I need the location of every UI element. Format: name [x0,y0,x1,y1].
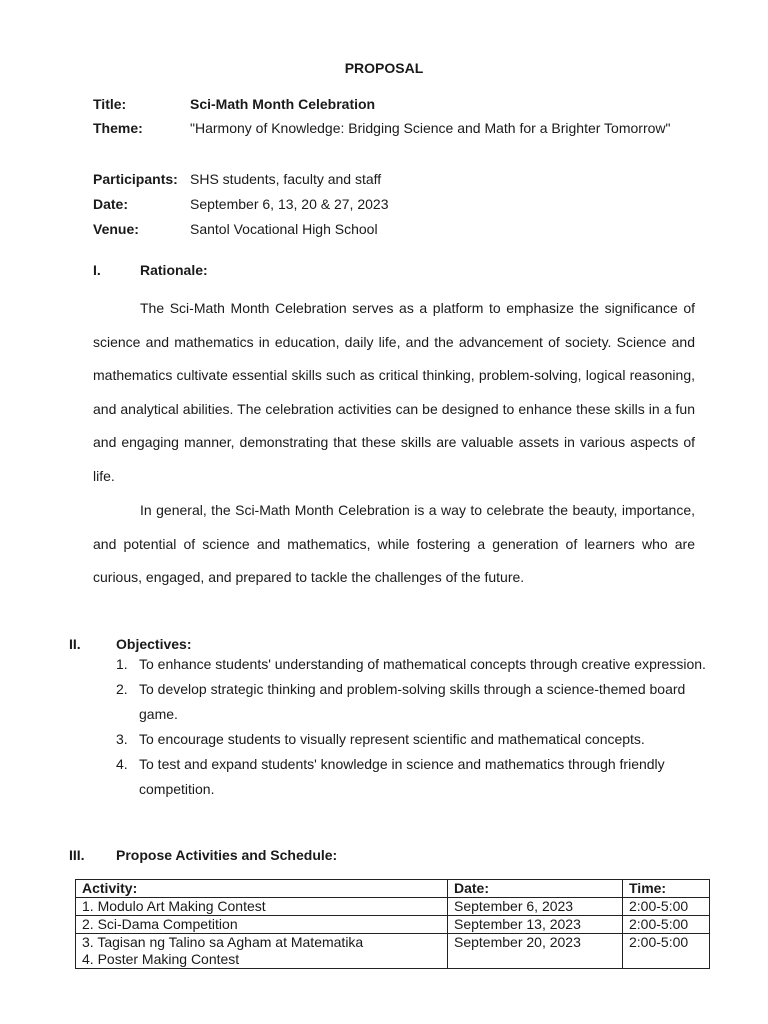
time-cell [623,934,710,969]
table-row [76,898,710,916]
activity-cell: 1. Modulo Art Making Contest [76,898,448,916]
objective-text: To enhance students' understanding of mathematical concepts through creative expression. [139,656,706,672]
title-value: Sci-Math Month Celebration [190,96,376,112]
objectives-list [116,652,716,802]
objective-number: 1. [116,656,128,672]
date-value: September 6, 13, 20 & 27, 2023 [190,196,389,212]
date-line: September 20, 2023 [454,934,581,950]
date-cell: September 13, 2023 [448,916,623,934]
activity-cell [76,934,448,969]
objective-text: To encourage students to visually represent scientific and mathematical concepts. [139,731,645,747]
activity-cell: 2. Sci-Dama Competition [76,916,448,934]
venue-value: Santol Vocational High School [190,221,378,237]
date-header: Date: [448,880,623,898]
objective-item [116,752,716,802]
venue-label: Venue: [93,221,139,237]
objective-number: 3. [116,731,128,747]
objective-number: 2. [116,681,128,697]
date-cell: September 6, 2023 [448,898,623,916]
objectives-title: Objectives: [116,636,192,652]
objective-number: 4. [116,756,128,772]
schedule-table [75,879,710,969]
theme-value: "Harmony of Knowledge: Bridging Science and Math for a Brighter Tomorrow" [190,120,671,136]
rationale-paragraph-2: In general, the Sci-Math Month Celebration is a way to celebrate the beauty, importance, and potential of science and mathematics, while fostering a generation of learners who are curious, engaged, and prepared to tackle the challenges of the future. [93,502,695,586]
table-row [76,916,710,934]
rationale-number: I. [93,262,101,278]
table-row [76,934,710,969]
time-cell: 2:00-5:00 [623,916,710,934]
participants-label: Participants: [93,171,178,187]
schedule-title: Propose Activities and Schedule: [116,847,338,863]
date-label: Date: [93,196,129,212]
time-line: 2:00-5:00 [629,934,689,950]
objectives-number: II. [69,636,81,652]
time-cell: 2:00-5:00 [623,898,710,916]
objective-text: To test and expand students' knowledge in science and mathematics through friendly competition. [139,756,665,797]
title-label: Title: [93,96,127,112]
participants-value: SHS students, faculty and staff [190,171,382,187]
activity-header: Activity: [76,880,448,898]
schedule-number: III. [69,847,85,863]
date-cell [448,934,623,969]
theme-label: Theme: [93,120,143,136]
rationale-title: Rationale: [140,262,208,278]
schedule-header-row [76,880,710,898]
objective-item [116,727,716,752]
activity-line: 3. Tagisan ng Talino sa Agham at Matematika [82,934,364,950]
objective-item [116,652,716,677]
document-heading: PROPOSAL [344,60,424,76]
objective-text: To develop strategic thinking and problem-solving skills through a science-themed board game. [139,681,686,722]
activity-line: 4. Poster Making Contest [82,951,240,967]
objective-item [116,677,716,727]
time-header: Time: [623,880,710,898]
rationale-paragraph-1: The Sci-Math Month Celebration serves as a platform to emphasize the significance of science and mathematics in education, daily life, and the advancement of society. Science and mathematics cultivate essential skills such as critical thinking, problem-solving, logical reasoning, and analytical abilities. The celebration activities can be designed to enhance these skills in a fun and engaging manner, demonstrating that these skills are valuable assets in various aspects of life. [93,300,695,484]
